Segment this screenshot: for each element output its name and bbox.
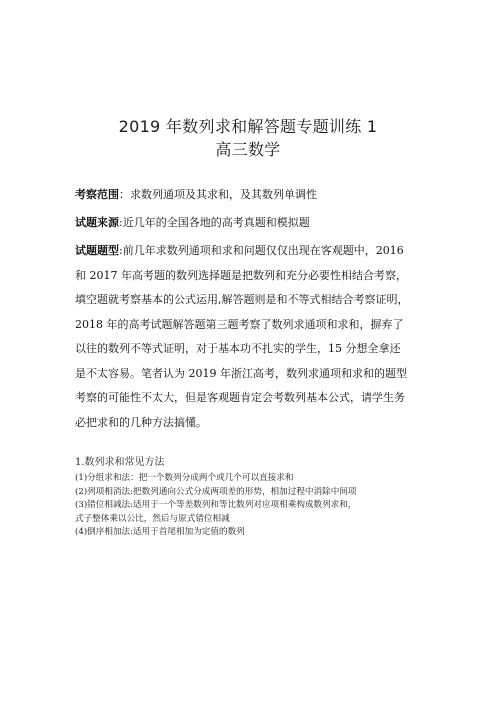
source-label: 试题来源 <box>75 216 119 229</box>
method-item: (4)倒序相加法:适用于首尾相加为定值的数列 <box>75 527 245 538</box>
analysis-line <box>75 243 425 268</box>
scope-line <box>75 187 435 202</box>
analysis-paragraph <box>75 243 425 439</box>
method-item: (2)列项相消法:把数列通向公式分成两项差的形势，相加过程中消除中间项 <box>75 486 357 497</box>
method-item: (3)错位相减法:适用于一个等差数列和等比数列对应项相乘构成数列求和， <box>75 500 357 511</box>
analysis-line: 考察的可能性不太大，但是客观题肯定会考数列基本公式，请学生务 <box>75 391 405 404</box>
method-item: (1)分组求和法：把一个数列分成两个或几个可以直接求和 <box>75 473 294 483</box>
summation-methods <box>75 457 425 540</box>
document-subtitle: 高三数学 <box>215 140 281 159</box>
analysis-label: 试题题型 <box>75 244 119 257</box>
analysis-line: 填空题就考察基本的公式运用,解答题则是和不等式相结合考察证明， <box>75 293 409 306</box>
method-item: 式子整体乘以公比，然后与原式错位相减 <box>75 513 230 524</box>
analysis-line: 2018 年的高考试题解答题第三题考察了数列求通项和求和，摒弃了 <box>75 317 404 331</box>
analysis-line: 是不太容易。笔者认为 2019 年浙江高考，数列求通项和求和的题型 <box>75 366 407 380</box>
scope-text: ：求数列通项及其求和，及其数列单调性 <box>119 188 317 201</box>
analysis-line: 必把求和的几种方法搞懂。 <box>75 415 207 429</box>
source-text: :近几年的全国各地的高考真题和模拟题 <box>119 216 310 229</box>
analysis-text: :前几年求数列通项和求和问题仅仅出现在客观题中，2016 <box>119 244 404 257</box>
analysis-line: 和 2017 年高考题的数列选择题是把数列和充分必要性相结合考察， <box>75 268 407 282</box>
methods-heading: 1.数列求和常见方法 <box>75 457 165 468</box>
scope-label: 考察范围 <box>75 188 119 201</box>
source-line <box>75 215 435 230</box>
analysis-line: 以往的数列不等式证明，对于基本功不扎实的学生，15 分想全拿还 <box>75 342 401 355</box>
document-title: 2019 年数列求和解答题专题训练 1 <box>118 117 378 136</box>
